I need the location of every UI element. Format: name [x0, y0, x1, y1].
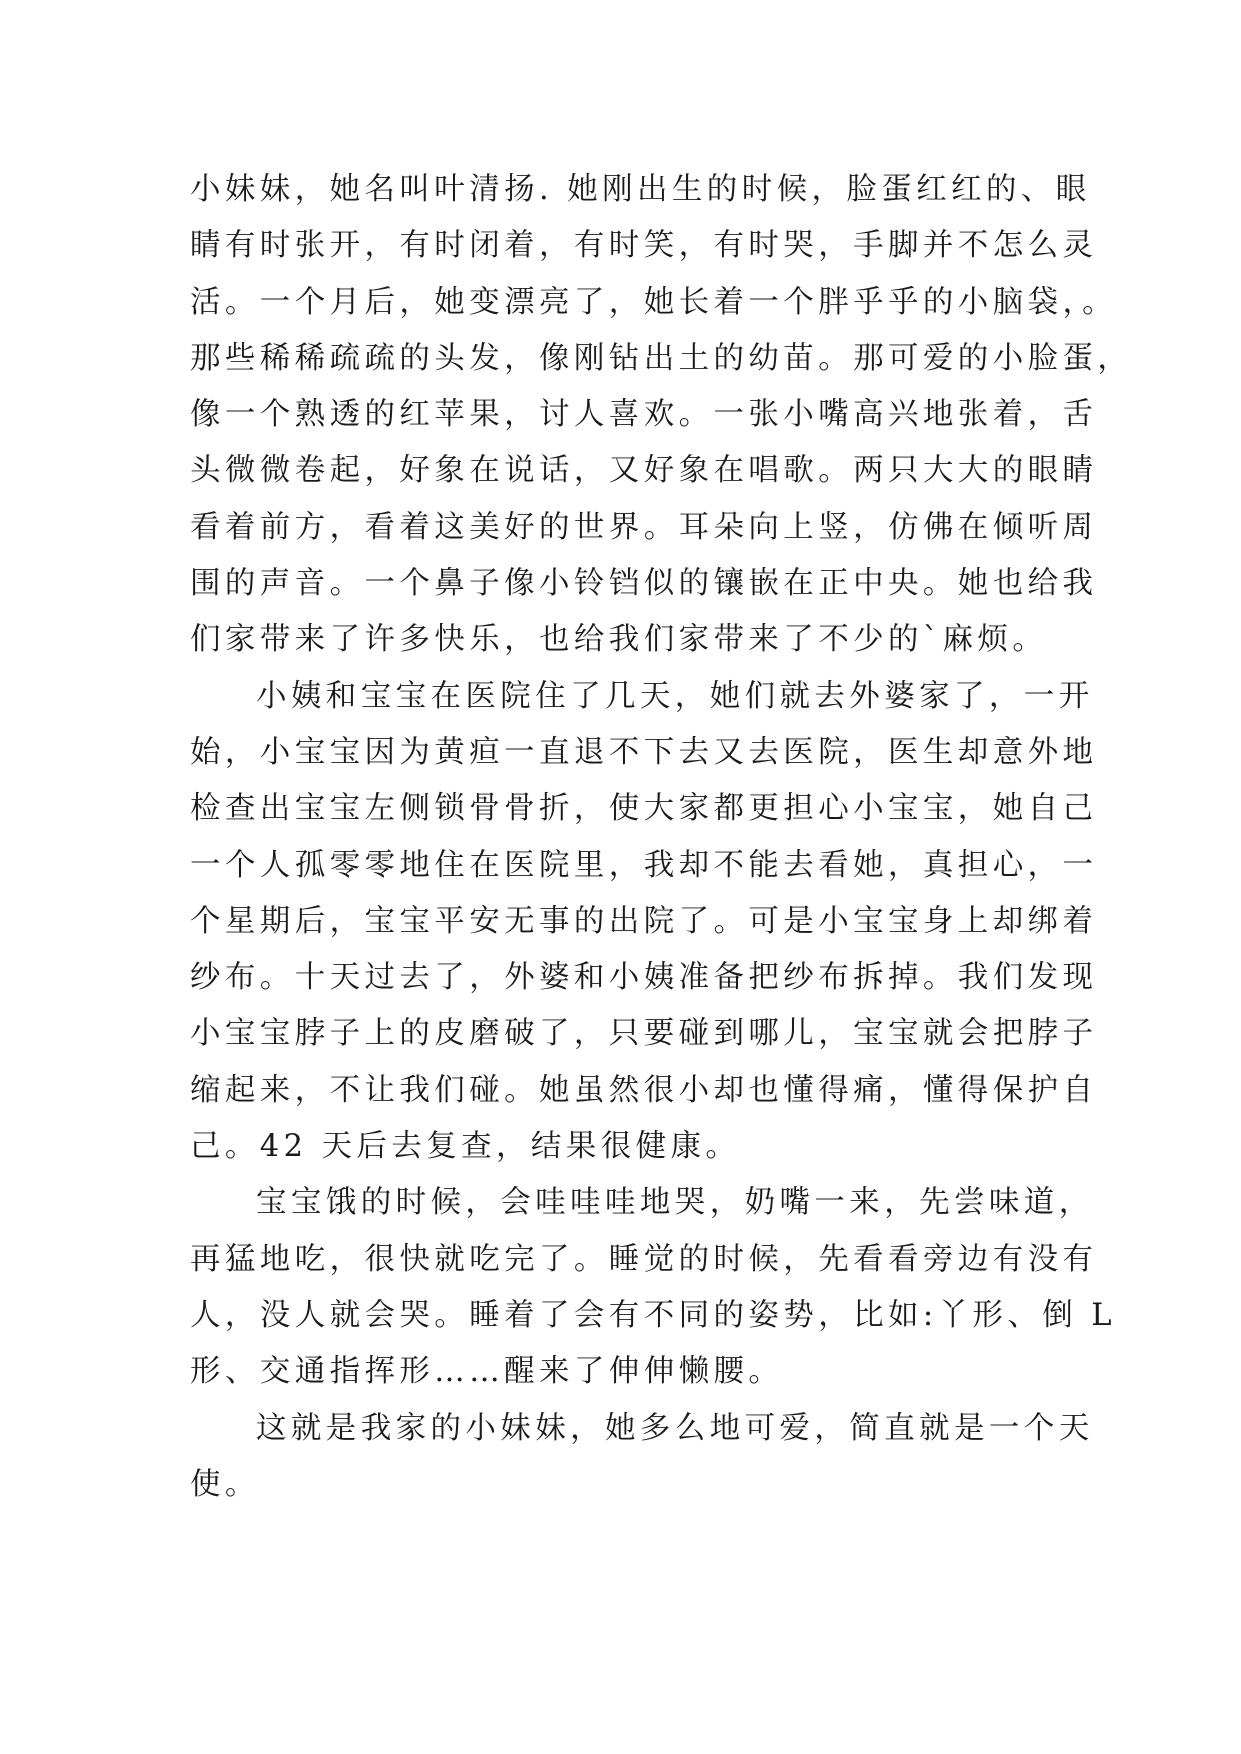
text-line: 活。一个月后，她变漂亮了，她长着一个胖乎乎的小脑袋，。 [190, 284, 1118, 320]
text-line: 那些稀稀疏疏的头发，像刚钻出土的幼苗。那可爱的小脸蛋， [190, 340, 1133, 376]
paragraph-start-line: 小姨和宝宝在医院住了几天，她们就去外婆家了，一开 [256, 678, 1094, 714]
text-line: 围的声音。一个鼻子像小铃铛似的镶嵌在正中央。她也给我 [190, 566, 1098, 602]
text-line: 再猛地吃，很快就吃完了。睡觉的时候，先看看旁边有没有 [190, 1241, 1098, 1277]
paragraph-start-line: 这就是我家的小妹妹，她多么地可爱，简直就是一个天 [256, 1410, 1094, 1446]
text-line: 己。42 天后去复查，结果很健康。 [190, 1129, 741, 1165]
text-line: 睛有时张开，有时闭着，有时笑，有时哭，手脚并不怎么灵 [190, 228, 1098, 264]
text-line: 小宝宝脖子上的皮磨破了，只要碰到哪儿，宝宝就会把脖子 [190, 1016, 1098, 1052]
essay-body [190, 162, 1133, 1513]
text-line: 形、交通指挥形……醒来了伸伸懒腰。 [190, 1354, 784, 1390]
text-line: 人，没人就会哭。睡着了会有不同的姿势，比如:丫形、倒 L [190, 1297, 1116, 1333]
text-line: 看着前方，看着这美好的世界。耳朵向上竖，仿佛在倾听周 [190, 509, 1098, 545]
text-line: 们家带来了许多快乐，也给我们家带来了不少的`麻烦。 [190, 622, 1048, 658]
text-line: 始，小宝宝因为黄疸一直退不下去又去医院，医生却意外地 [190, 734, 1098, 770]
text-line: 个星期后，宝宝平安无事的出院了。可是小宝宝身上却绑着 [190, 903, 1098, 939]
text-line: 头微微卷起，好象在说话，又好象在唱歌。两只大大的眼睛 [190, 453, 1098, 489]
text-line: 像一个熟透的红苹果，讨人喜欢。一张小嘴高兴地张着，舌 [190, 397, 1098, 433]
text-line: 检查出宝宝左侧锁骨骨折，使大家都更担心小宝宝，她自己 [190, 791, 1098, 827]
text-line: 缩起来，不让我们碰。她虽然很小却也懂得痛，懂得保护自 [190, 1072, 1098, 1108]
text-line: 纱布。十天过去了，外婆和小姨准备把纱布拆掉。我们发现 [190, 960, 1098, 996]
text-line: 使。 [190, 1466, 260, 1502]
text-line: 小妹妹，她名叫叶清扬. 她刚出生的时候，脸蛋红红的、眼 [190, 172, 1091, 207]
paragraph-start-line: 宝宝饿的时候，会哇哇哇地哭，奶嘴一来，先尝味道， [256, 1185, 1094, 1221]
text-line: 一个人孤零零地住在医院里，我却不能去看她，真担心，一 [190, 847, 1098, 883]
